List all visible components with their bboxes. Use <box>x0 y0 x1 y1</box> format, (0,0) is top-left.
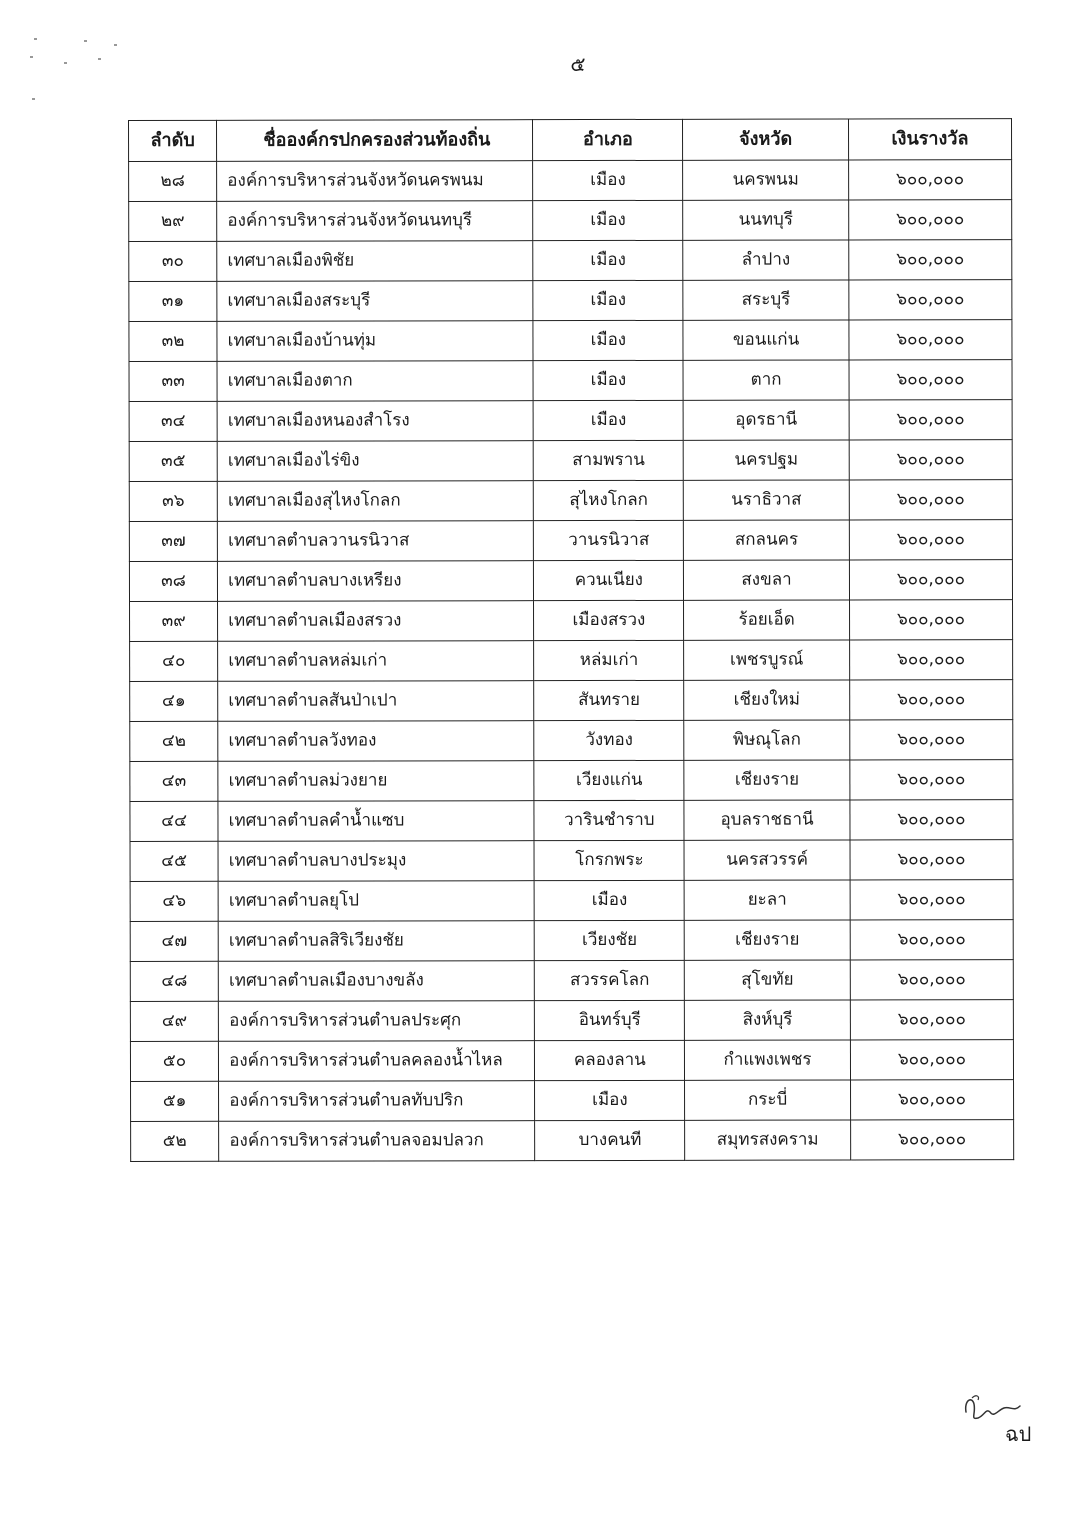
table-row <box>130 760 1013 802</box>
cell-province: ยะลา <box>684 880 850 920</box>
cell-name: องค์การบริหารส่วนจังหวัดนนทบุรี <box>217 201 533 242</box>
cell-amount: ๖๐๐,๐๐๐ <box>850 1040 1013 1080</box>
cell-no: ๓๔ <box>129 401 217 441</box>
table-row <box>130 600 1013 642</box>
cell-amount: ๖๐๐,๐๐๐ <box>850 800 1013 840</box>
cell-province: สระบุรี <box>683 280 849 320</box>
cell-district: เมือง <box>535 1080 685 1120</box>
cell-province: ร้อยเอ็ด <box>684 600 850 640</box>
cell-district: หล่มเก่า <box>534 640 684 680</box>
header-district: อำเภอ <box>533 119 683 160</box>
table-row <box>130 640 1013 682</box>
cell-no: ๕๐ <box>130 1041 218 1081</box>
cell-district: เวียงชัย <box>535 920 685 960</box>
cell-province: อุบลราชธานี <box>684 800 850 840</box>
cell-district: วังทอง <box>534 720 684 760</box>
table-row <box>131 1080 1014 1122</box>
table-row <box>129 240 1012 282</box>
cell-amount: ๖๐๐,๐๐๐ <box>850 880 1013 920</box>
cell-province: เชียงใหม่ <box>684 680 850 720</box>
cell-amount: ๖๐๐,๐๐๐ <box>849 480 1012 520</box>
cell-name: องค์การบริหารส่วนตำบลคลองน้ำไหล <box>219 1041 535 1082</box>
initials: ฉป <box>1005 1422 1032 1446</box>
cell-province: นครพนม <box>683 160 849 200</box>
cell-amount: ๖๐๐,๐๐๐ <box>849 280 1012 320</box>
cell-province: ลำปาง <box>683 240 849 280</box>
cell-district: สันทราย <box>534 680 684 720</box>
cell-name: เทศบาลเมืองหนองสำโรง <box>217 401 533 442</box>
cell-amount: ๖๐๐,๐๐๐ <box>850 760 1013 800</box>
table-body <box>129 160 1014 1162</box>
cell-name: เทศบาลตำบลวานรนิวาส <box>218 521 534 562</box>
cell-district: อินทร์บุรี <box>535 1000 685 1040</box>
header-amount: เงินรางวัล <box>848 119 1011 160</box>
cell-province: เพชรบูรณ์ <box>684 640 850 680</box>
cell-district: เมือง <box>533 360 683 400</box>
cell-no: ๒๘ <box>129 161 217 201</box>
cell-no: ๔๑ <box>130 681 218 721</box>
cell-name: เทศบาลตำบลบางเหรียง <box>218 561 534 602</box>
cell-no: ๔๓ <box>130 761 218 801</box>
cell-name: เทศบาลตำบลเมืองสรวง <box>218 601 534 642</box>
cell-province: นนทบุรี <box>683 200 849 240</box>
cell-name: เทศบาลตำบลเมืองบางขลัง <box>218 961 534 1002</box>
cell-no: ๔๐ <box>130 641 218 681</box>
table-row <box>129 160 1012 202</box>
cell-name: เทศบาลเมืองบ้านทุ่ม <box>217 321 533 362</box>
table-row <box>130 1040 1013 1082</box>
award-table <box>128 118 1014 1162</box>
cell-province: เชียงราย <box>684 760 850 800</box>
cell-no: ๓๘ <box>129 561 217 601</box>
cell-name: เทศบาลตำบลคำน้ำแซบ <box>218 801 534 842</box>
cell-province: สงขลา <box>684 560 850 600</box>
table-row <box>129 440 1012 482</box>
cell-name: เทศบาลเมืองสุไหงโกลก <box>217 481 533 522</box>
cell-district: เมือง <box>533 160 683 200</box>
cell-name: เทศบาลตำบลสันป่าเปา <box>218 681 534 722</box>
cell-no: ๔๔ <box>130 801 218 841</box>
cell-district: เมือง <box>533 280 683 320</box>
cell-name: เทศบาลเมืองสระบุรี <box>217 281 533 322</box>
cell-amount: ๖๐๐,๐๐๐ <box>850 1000 1013 1040</box>
cell-name: เทศบาลตำบลวังทอง <box>218 721 534 762</box>
cell-name: องค์การบริหารส่วนจังหวัดนครพนม <box>217 161 533 202</box>
cell-amount: ๖๐๐,๐๐๐ <box>849 560 1012 600</box>
cell-district: วานรนิวาส <box>534 520 684 560</box>
table-row <box>130 680 1013 722</box>
cell-amount: ๖๐๐,๐๐๐ <box>850 1080 1013 1120</box>
cell-province: พิษณุโลก <box>684 720 850 760</box>
cell-amount: ๖๐๐,๐๐๐ <box>850 920 1013 960</box>
cell-no: ๓๓ <box>129 361 217 401</box>
cell-name: องค์การบริหารส่วนตำบลประศุก <box>219 1001 535 1042</box>
cell-name: เทศบาลตำบลยุโป <box>218 881 534 922</box>
page-number: ๕ <box>570 52 586 76</box>
cell-name: เทศบาลตำบลบางประมุง <box>218 841 534 882</box>
header-name: ชื่อองค์กรปกครองส่วนท้องถิ่น <box>217 120 533 162</box>
cell-province: ตาก <box>683 360 849 400</box>
cell-name: เทศบาลตำบลหล่มเก่า <box>218 641 534 682</box>
cell-amount: ๖๐๐,๐๐๐ <box>849 640 1012 680</box>
cell-district: สุไหงโกลก <box>534 480 684 520</box>
cell-no: ๕๒ <box>131 1121 219 1161</box>
cell-district: ควนเนียง <box>534 560 684 600</box>
table-row <box>130 720 1013 762</box>
cell-no: ๔๗ <box>130 921 218 961</box>
cell-district: เมือง <box>533 320 683 360</box>
cell-amount: ๖๐๐,๐๐๐ <box>851 1120 1014 1160</box>
header-no: ลำดับ <box>129 120 217 161</box>
cell-district: โกรกพระ <box>534 840 684 880</box>
cell-amount: ๖๐๐,๐๐๐ <box>849 520 1012 560</box>
cell-province: ขอนแก่น <box>683 320 849 360</box>
table-row <box>130 960 1013 1002</box>
table-row <box>130 920 1013 962</box>
table-row <box>129 200 1012 242</box>
cell-no: ๔๖ <box>130 881 218 921</box>
header-province: จังหวัด <box>683 119 849 160</box>
cell-no: ๓๒ <box>129 321 217 361</box>
cell-amount: ๖๐๐,๐๐๐ <box>849 600 1012 640</box>
cell-district: เมือง <box>535 880 685 920</box>
cell-no: ๓๙ <box>130 601 218 641</box>
cell-name: เทศบาลตำบลสิริเวียงชัย <box>218 921 534 962</box>
cell-no: ๔๘ <box>130 961 218 1001</box>
cell-name: เทศบาลเมืองไร่ขิง <box>217 441 533 482</box>
cell-name: องค์การบริหารส่วนตำบลทับปริก <box>219 1081 535 1122</box>
cell-province: สกลนคร <box>684 520 850 560</box>
cell-no: ๓๖ <box>129 481 217 521</box>
table-row <box>130 840 1013 882</box>
cell-district: เมือง <box>533 240 683 280</box>
cell-province: อุดรธานี <box>683 400 849 440</box>
table-row <box>129 560 1012 602</box>
cell-no: ๔๕ <box>130 841 218 881</box>
cell-province: สิงห์บุรี <box>685 1000 851 1040</box>
cell-amount: ๖๐๐,๐๐๐ <box>849 440 1012 480</box>
cell-province: นครสวรรค์ <box>684 840 850 880</box>
cell-province: สุโขทัย <box>685 960 851 1000</box>
cell-district: สามพราน <box>534 440 684 480</box>
cell-amount: ๖๐๐,๐๐๐ <box>849 320 1012 360</box>
cell-amount: ๖๐๐,๐๐๐ <box>850 840 1013 880</box>
cell-district: เวียงแก่น <box>534 760 684 800</box>
cell-district: เมือง <box>533 200 683 240</box>
cell-amount: ๖๐๐,๐๐๐ <box>850 680 1013 720</box>
table-row <box>131 1120 1014 1162</box>
table-row <box>130 880 1013 922</box>
cell-no: ๓๗ <box>129 521 217 561</box>
table-row <box>130 800 1013 842</box>
cell-province: กำแพงเพชร <box>685 1040 851 1080</box>
cell-amount: ๖๐๐,๐๐๐ <box>850 960 1013 1000</box>
cell-province: นราธิวาส <box>684 480 850 520</box>
cell-no: ๔๒ <box>130 721 218 761</box>
cell-amount: ๖๐๐,๐๐๐ <box>848 160 1011 200</box>
cell-name: เทศบาลตำบลม่วงยาย <box>218 761 534 802</box>
cell-district: เมืองสรวง <box>534 600 684 640</box>
cell-name: องค์การบริหารส่วนตำบลจอมปลวก <box>219 1121 535 1162</box>
cell-name: เทศบาลเมืองพิชัย <box>217 241 533 282</box>
cell-district: คลองลาน <box>535 1040 685 1080</box>
cell-province: สมุทรสงคราม <box>685 1120 851 1160</box>
cell-amount: ๖๐๐,๐๐๐ <box>849 400 1012 440</box>
cell-no: ๓๑ <box>129 281 217 321</box>
table-row <box>129 520 1012 562</box>
cell-no: ๔๙ <box>130 1001 218 1041</box>
table-header-row <box>129 119 1012 162</box>
cell-province: เชียงราย <box>684 920 850 960</box>
table-row <box>129 360 1012 402</box>
table-row <box>129 480 1012 522</box>
table-row <box>130 1000 1013 1042</box>
cell-name: เทศบาลเมืองตาก <box>217 361 533 402</box>
cell-district: เมือง <box>534 400 684 440</box>
table-row <box>129 400 1012 442</box>
cell-district: สวรรคโลก <box>535 960 685 1000</box>
cell-no: ๒๙ <box>129 201 217 241</box>
cell-amount: ๖๐๐,๐๐๐ <box>849 200 1012 240</box>
cell-province: กระบี่ <box>685 1080 851 1120</box>
cell-no: ๕๑ <box>131 1081 219 1121</box>
cell-no: ๓๐ <box>129 241 217 281</box>
cell-no: ๓๕ <box>129 441 217 481</box>
cell-province: นครปฐม <box>683 440 849 480</box>
table-row <box>129 320 1012 362</box>
cell-amount: ๖๐๐,๐๐๐ <box>849 240 1012 280</box>
cell-amount: ๖๐๐,๐๐๐ <box>850 720 1013 760</box>
table-row <box>129 280 1012 322</box>
cell-district: วารินชำราบ <box>534 800 684 840</box>
cell-amount: ๖๐๐,๐๐๐ <box>849 360 1012 400</box>
cell-district: บางคนที <box>535 1120 685 1160</box>
